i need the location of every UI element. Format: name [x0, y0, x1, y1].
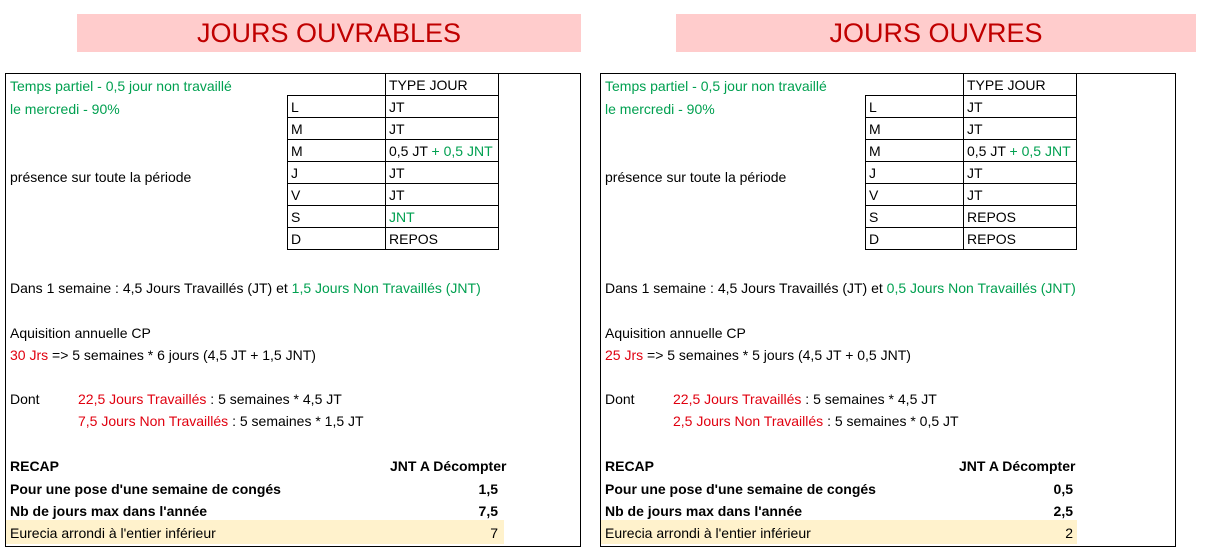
week-summary: Dans 1 semaine : 4,5 Jours Travaillés (JT) et 0,5 Jours Non Travaillés (JNT)	[605, 280, 1076, 296]
table-row	[866, 228, 1077, 250]
panel-title: JOURS OUVRABLES	[77, 14, 581, 52]
type-jt: 0,5 JT	[967, 142, 1006, 159]
day-cell: M	[866, 140, 964, 162]
acquisition-title: Aquisition annuelle CP	[10, 325, 151, 341]
recap-row-2-label: Nb de jours max dans l'année	[10, 503, 208, 519]
type-cell	[386, 140, 499, 162]
dont-line-2: 7,5 Jours Non Travaillés : 5 semaines * 1,5 JT	[78, 413, 364, 429]
day-cell: V	[866, 184, 964, 206]
table-row	[866, 140, 1077, 162]
part-time-line-1: Temps partiel - 0,5 jour non travaillé	[605, 78, 827, 94]
table-row	[288, 140, 499, 162]
part-time-line-2: le mercredi - 90%	[605, 101, 715, 117]
type-jnt-extra: + 0,5 JNT	[431, 142, 493, 159]
type-cell: JT	[386, 118, 499, 140]
dont-label: Dont	[10, 391, 40, 407]
part-time-line-2: le mercredi - 90%	[10, 101, 120, 117]
content-box	[600, 73, 1176, 547]
jnt-header: JNT A Décompter	[390, 458, 507, 474]
dont-label: Dont	[605, 391, 635, 407]
type-cell: JT	[964, 118, 1077, 140]
presence-text: présence sur toute la période	[605, 169, 787, 185]
content-box	[5, 73, 581, 547]
day-cell: M	[288, 118, 386, 140]
type-jour-header: TYPE JOUR	[386, 74, 499, 96]
table-row	[288, 228, 499, 250]
table-header-row	[288, 74, 499, 96]
table-row	[866, 96, 1077, 118]
table-row	[866, 184, 1077, 206]
panel-jours-ouvres	[600, 0, 1180, 558]
recap-row-2-label: Nb de jours max dans l'année	[605, 503, 803, 519]
recap-row-3-value: 7	[490, 525, 498, 541]
recap-row-1-value: 0,5	[1053, 481, 1073, 497]
recap-row-3-label: Eurecia arrondi à l'entier inférieur	[605, 525, 811, 541]
part-time-line-1: Temps partiel - 0,5 jour non travaillé	[10, 78, 232, 94]
week-summary: Dans 1 semaine : 4,5 Jours Travaillés (JT) et 1,5 Jours Non Travaillés (JNT)	[10, 280, 481, 296]
type-cell: JNT	[386, 206, 499, 228]
day-type-table	[287, 74, 499, 250]
day-cell: M	[288, 140, 386, 162]
day-cell: M	[866, 118, 964, 140]
jnt-week-count: 1,5 Jours Non Travaillés (JNT)	[291, 280, 481, 296]
panel-title: JOURS OUVRES	[676, 14, 1196, 52]
day-cell: J	[866, 162, 964, 184]
dont-line-2: 2,5 Jours Non Travaillés : 5 semaines * 0,5 JT	[673, 413, 959, 429]
type-cell: JT	[964, 184, 1077, 206]
day-cell: S	[866, 206, 964, 228]
table-row	[288, 96, 499, 118]
table-row	[288, 184, 499, 206]
recap-row-1-label: Pour une pose d'une semaine de congés	[605, 481, 876, 497]
acquisition-title: Aquisition annuelle CP	[605, 325, 746, 341]
day-cell: J	[288, 162, 386, 184]
day-cell: L	[288, 96, 386, 118]
table-row	[866, 118, 1077, 140]
recap-row-2-value: 7,5	[478, 503, 498, 519]
table-row	[866, 162, 1077, 184]
table-row	[288, 206, 499, 228]
jnt-week-count: 0,5 Jours Non Travaillés (JNT)	[886, 280, 1076, 296]
type-cell: JT	[964, 162, 1077, 184]
recap-label: RECAP	[10, 458, 60, 474]
table-header-row	[866, 74, 1077, 96]
panel-jours-ouvrables	[5, 0, 585, 558]
day-cell: D	[288, 228, 386, 250]
table-row	[866, 206, 1077, 228]
presence-text: présence sur toute la période	[10, 169, 192, 185]
type-jour-header: TYPE JOUR	[964, 74, 1077, 96]
acquisition-days: 25 Jrs	[605, 347, 644, 363]
dont-line-1: 22,5 Jours Travaillés : 5 semaines * 4,5 JT	[78, 391, 342, 407]
type-cell	[964, 140, 1077, 162]
table-row	[288, 118, 499, 140]
dont-line-1: 22,5 Jours Travaillés : 5 semaines * 4,5 JT	[673, 391, 937, 407]
type-cell: REPOS	[964, 206, 1077, 228]
recap-row-3-value: 2	[1065, 525, 1073, 541]
day-type-table	[865, 74, 1077, 250]
type-jnt-extra: + 0,5 JNT	[1009, 142, 1071, 159]
acquisition-line: 25 Jrs => 5 semaines * 5 jours (4,5 JT + 0,5 JNT)	[605, 347, 911, 363]
recap-row-3-label: Eurecia arrondi à l'entier inférieur	[10, 525, 216, 541]
type-cell: REPOS	[964, 228, 1077, 250]
day-cell: L	[866, 96, 964, 118]
type-cell: JT	[964, 96, 1077, 118]
recap-row-1-value: 1,5	[478, 481, 498, 497]
recap-row-2-value: 2,5	[1053, 503, 1073, 519]
type-cell: JT	[386, 96, 499, 118]
type-jt: 0,5 JT	[389, 142, 428, 159]
type-cell: JT	[386, 184, 499, 206]
jnt-header: JNT A Décompter	[959, 458, 1076, 474]
day-cell: S	[288, 206, 386, 228]
day-cell: D	[866, 228, 964, 250]
type-cell: JT	[386, 162, 499, 184]
type-cell: REPOS	[386, 228, 499, 250]
recap-row-1-label: Pour une pose d'une semaine de congés	[10, 481, 281, 497]
table-row	[288, 162, 499, 184]
recap-label: RECAP	[605, 458, 655, 474]
acquisition-days: 30 Jrs	[10, 347, 49, 363]
acquisition-line: 30 Jrs => 5 semaines * 6 jours (4,5 JT + 1,5 JNT)	[10, 347, 316, 363]
day-cell: V	[288, 184, 386, 206]
